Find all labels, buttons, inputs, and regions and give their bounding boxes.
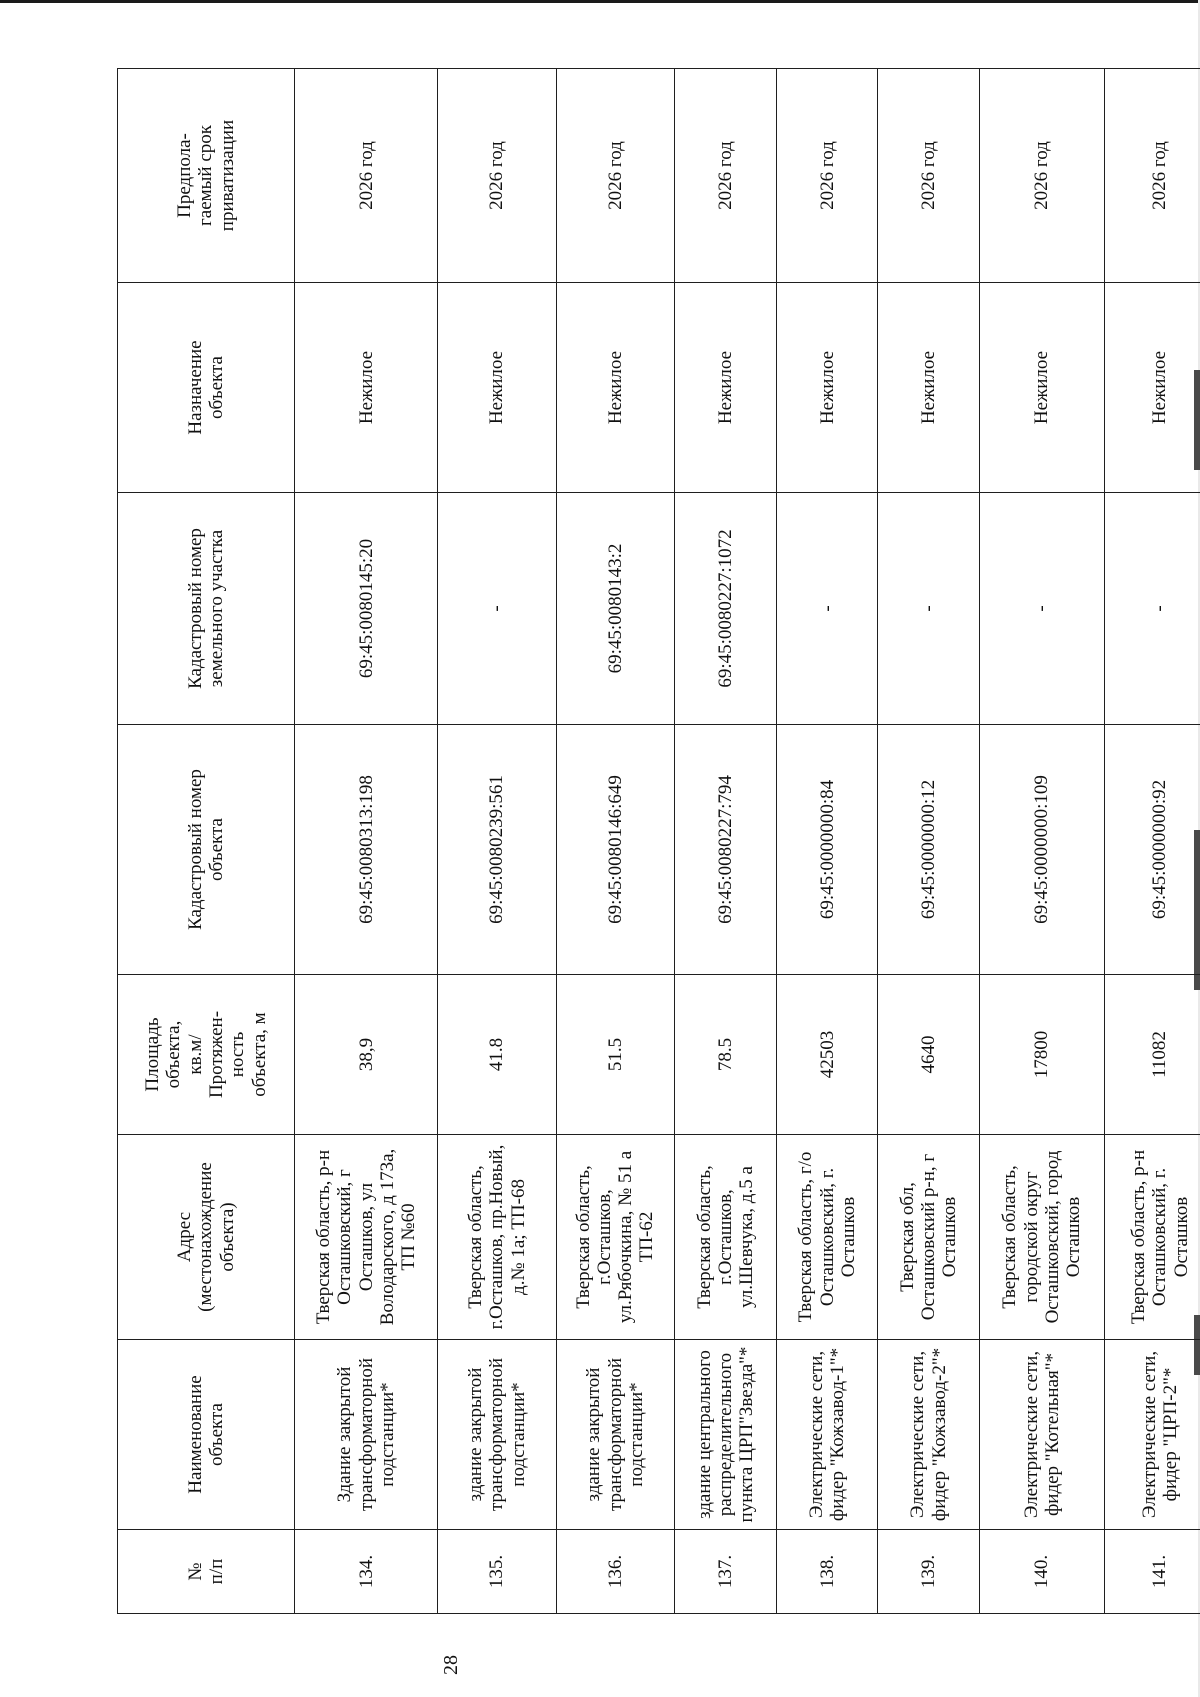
cell-address: Тверская область, г.Осташков, пр.Новый, д.№ 1а; ТП-68 xyxy=(438,1135,556,1340)
header-cadastral-land: Кадастровый номер земельного участка xyxy=(118,493,295,725)
cell-cadastral-object: 69:45:0080227:794 xyxy=(674,725,776,975)
cell-object-name: Электрические сети, фидер "Котельная"* xyxy=(979,1340,1104,1530)
table-row xyxy=(674,69,776,1614)
cell-object-name: Электрические сети, фидер "ЦРП-2"* xyxy=(1105,1340,1200,1530)
cell-cadastral-land: - xyxy=(878,493,979,725)
cell-purpose: Нежилое xyxy=(295,283,438,493)
cell-privatization-term: 2026 год xyxy=(556,69,674,283)
cell-address: Тверская обл, Осташковский р-н, г Осташков xyxy=(878,1135,979,1340)
cell-privatization-term: 2026 год xyxy=(979,69,1104,283)
cell-privatization-term: 2026 год xyxy=(878,69,979,283)
cell-number: 137. xyxy=(674,1530,776,1614)
cell-cadastral-land: 69:45:0080227:1072 xyxy=(674,493,776,725)
cell-cadastral-land: - xyxy=(979,493,1104,725)
cell-number: 135. xyxy=(438,1530,556,1614)
table-row xyxy=(878,69,979,1614)
cell-privatization-term: 2026 год xyxy=(674,69,776,283)
cell-purpose: Нежилое xyxy=(878,283,979,493)
cell-number: 138. xyxy=(777,1530,878,1614)
cell-area: 42503 xyxy=(777,975,878,1135)
cell-area: 38,9 xyxy=(295,975,438,1135)
cell-purpose: Нежилое xyxy=(777,283,878,493)
cell-purpose: Нежилое xyxy=(438,283,556,493)
cell-privatization-term: 2026 год xyxy=(438,69,556,283)
cell-cadastral-object: 69:45:0080313:198 xyxy=(295,725,438,975)
cell-purpose: Нежилое xyxy=(979,283,1104,493)
cell-object-name: Электрические сети, фидер "Кожзавод-1"* xyxy=(777,1340,878,1530)
cell-area: 4640 xyxy=(878,975,979,1135)
cell-purpose: Нежилое xyxy=(1105,283,1200,493)
cell-number: 141. xyxy=(1105,1530,1200,1614)
cell-privatization-term: 2026 год xyxy=(777,69,878,283)
table-row xyxy=(438,69,556,1614)
cell-address: Тверская область, р-н Осташковский, г. Осташков xyxy=(1105,1135,1200,1340)
cell-area: 51.5 xyxy=(556,975,674,1135)
cell-cadastral-object: 69:45:0080146:649 xyxy=(556,725,674,975)
cell-cadastral-object: 69:45:0000000:109 xyxy=(979,725,1104,975)
table-header-row xyxy=(118,69,295,1614)
cell-number: 136. xyxy=(556,1530,674,1614)
cell-number: 139. xyxy=(878,1530,979,1614)
cell-address: Тверская область, городской округ Осташковский, город Осташков xyxy=(979,1135,1104,1340)
cell-cadastral-object: 69:45:0000000:92 xyxy=(1105,725,1200,975)
cell-area: 11082 xyxy=(1105,975,1200,1135)
header-object-name: Наименование объекта xyxy=(118,1340,295,1530)
table-row xyxy=(777,69,878,1614)
cell-address: Тверская область, г/о Осташковский, г. Осташков xyxy=(777,1135,878,1340)
cell-area: 41.8 xyxy=(438,975,556,1135)
cell-cadastral-object: 69:45:0000000:84 xyxy=(777,725,878,975)
privatization-table xyxy=(117,68,1200,1614)
cell-cadastral-land: - xyxy=(1105,493,1200,725)
cell-object-name: Электрические сети, фидер "Кожзавод-2"* xyxy=(878,1340,979,1530)
cell-privatization-term: 2026 год xyxy=(1105,69,1200,283)
header-area: Площадь объекта, кв.м/ Протяжен- ность объекта, м xyxy=(118,975,295,1135)
cell-number: 140. xyxy=(979,1530,1104,1614)
cell-object-name: здание центрального распределительного пункта ЦРП"Звезда"* xyxy=(674,1340,776,1530)
cell-number: 134. xyxy=(295,1530,438,1614)
cell-object-name: здание закрытой трансформаторной подстанции* xyxy=(438,1340,556,1530)
scan-top-edge xyxy=(0,0,1200,3)
header-address: Адрес (местонахождение объекта) xyxy=(118,1135,295,1340)
cell-purpose: Нежилое xyxy=(674,283,776,493)
table-row xyxy=(295,69,438,1614)
table-row xyxy=(979,69,1104,1614)
table-row xyxy=(556,69,674,1614)
cell-cadastral-land: 69:45:0080143:2 xyxy=(556,493,674,725)
cell-cadastral-object: 69:45:0000000:12 xyxy=(878,725,979,975)
header-purpose: Назначение объекта xyxy=(118,283,295,493)
cell-cadastral-land: - xyxy=(777,493,878,725)
cell-address: Тверская область, г.Осташков, ул.Шевчука, д.5 а xyxy=(674,1135,776,1340)
cell-cadastral-land: 69:45:0080145:20 xyxy=(295,493,438,725)
header-privatization-term: Предпола- гаемый срок приватизации xyxy=(118,69,295,283)
cell-cadastral-object: 69:45:0080239:561 xyxy=(438,725,556,975)
cell-purpose: Нежилое xyxy=(556,283,674,493)
cell-area: 17800 xyxy=(979,975,1104,1135)
cell-privatization-term: 2026 год xyxy=(295,69,438,283)
cell-area: 78.5 xyxy=(674,975,776,1135)
cell-address: Тверская область, р-н Осташковский, г Осташков, ул Володарского, д 173а, ТП №60 xyxy=(295,1135,438,1340)
header-cadastral-object: Кадастровый номер объекта xyxy=(118,725,295,975)
page-number: 28 xyxy=(440,1655,462,1675)
cell-address: Тверская область, г.Осташков, ул.Рябочкина, № 51 а ТП-62 xyxy=(556,1135,674,1340)
cell-object-name: здание закрытой трансформаторной подстанции* xyxy=(556,1340,674,1530)
cell-object-name: Здание закрытой трансформаторной подстанции* xyxy=(295,1340,438,1530)
header-number: № п/п xyxy=(118,1530,295,1614)
table-row xyxy=(1105,69,1200,1614)
cell-cadastral-land: - xyxy=(438,493,556,725)
